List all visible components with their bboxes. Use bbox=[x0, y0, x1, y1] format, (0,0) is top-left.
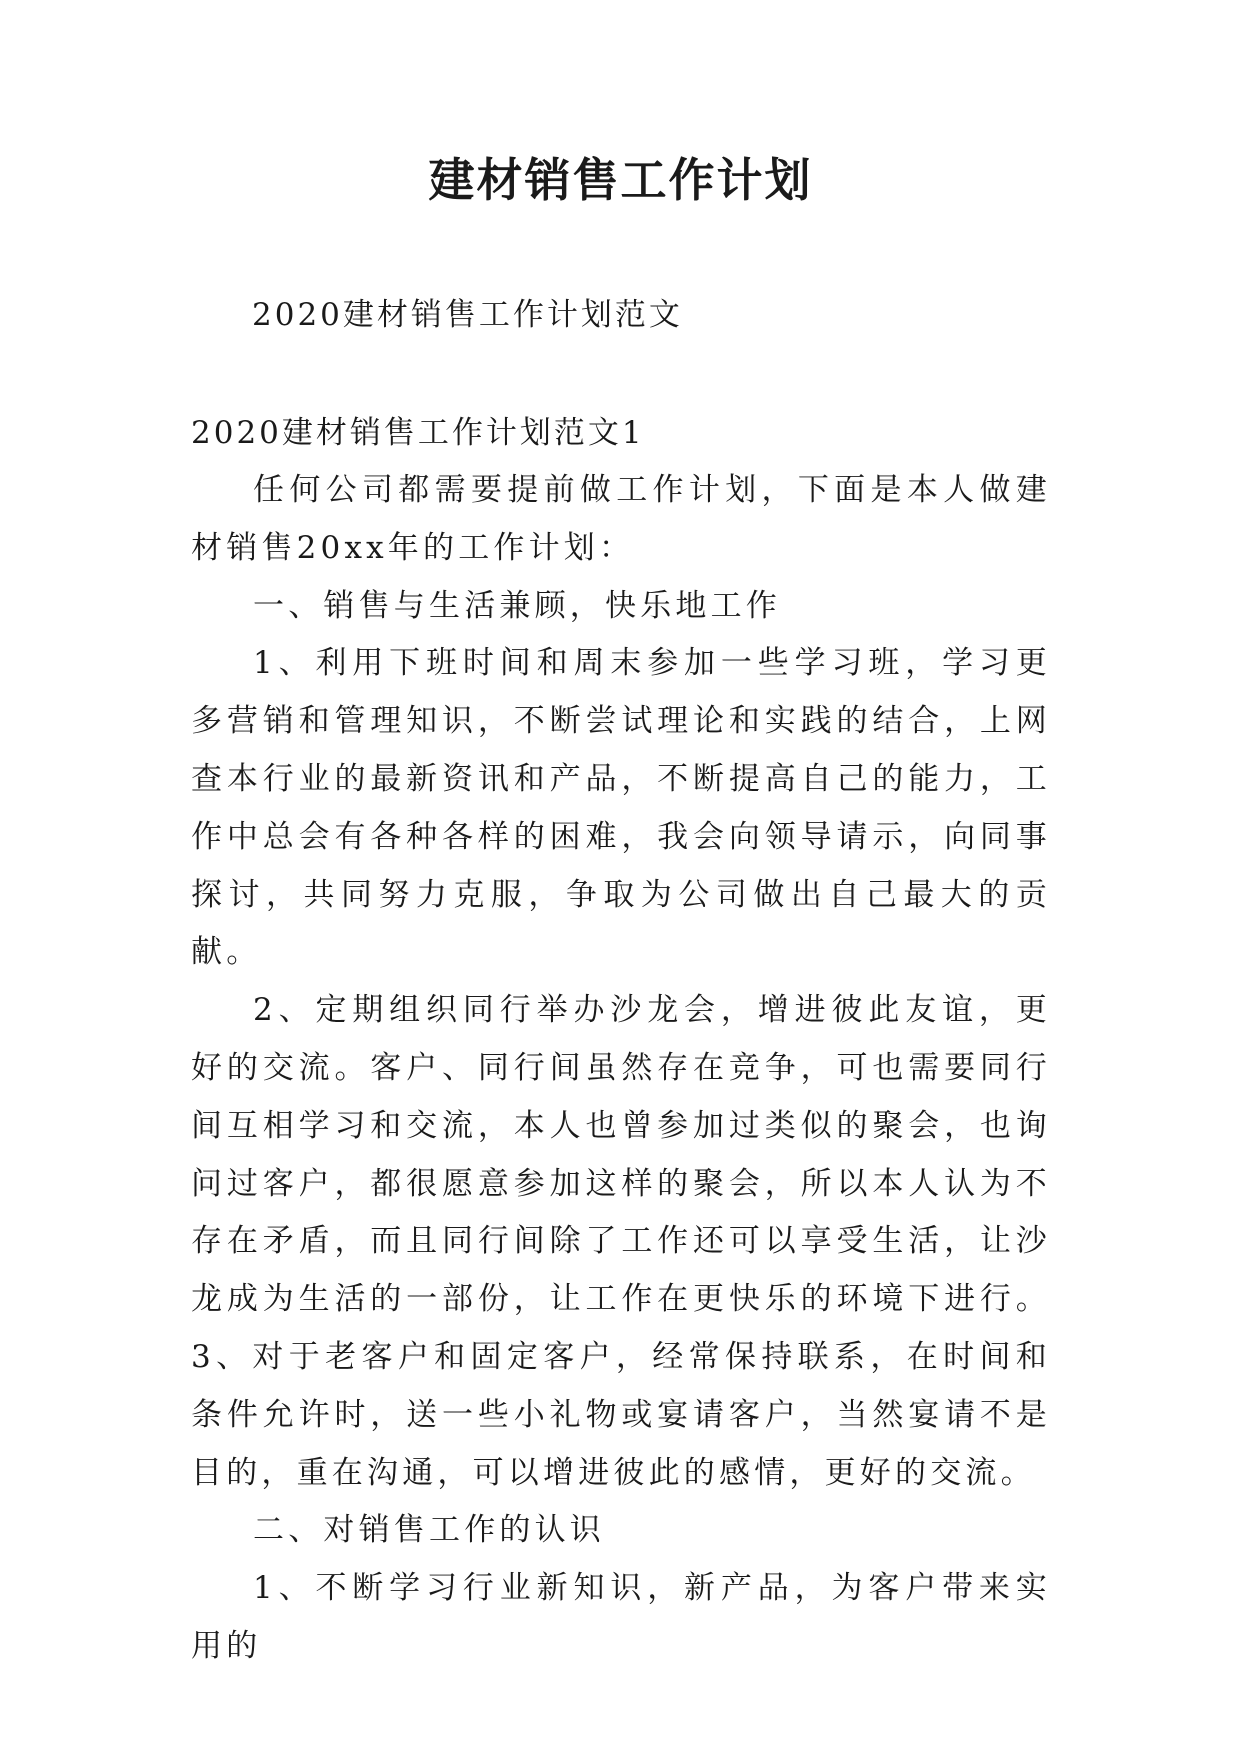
document-subtitle: 2020建材销售工作计划范文 bbox=[252, 297, 683, 333]
paragraph-heading-2: 二、对销售工作的认识 bbox=[253, 1512, 605, 1549]
document-body bbox=[191, 462, 1051, 1676]
paragraph-item-2-1: 1、不断学习行业新知识，新产品，为客户带来实用的 bbox=[191, 1570, 1051, 1664]
paragraph-intro: 任何公司都需要提前做工作计划，下面是本人做建材销售20xx年的工作计划： bbox=[191, 472, 1051, 566]
paragraph-heading-1: 一、销售与生活兼顾，快乐地工作 bbox=[253, 587, 781, 624]
document-title: 建材销售工作计划 bbox=[428, 153, 813, 207]
paragraph-item-2: 2、定期组织同行举办沙龙会，增进彼此友谊，更好的交流。客户、同行间虽然存在竞争，可也需要同行间互相学习和交流，本人也曾参加过类似的聚会，也询问过客户，都很愿意参加这样的聚会，所以本人认为不存在矛盾，而且同行间除了工作还可以享受生活，让沙龙成为生活的一部份，让工作在更快乐的环境下进行。3、对于老客户和固定客户，经常保持联系，在时间和条件允许时，送一些小礼物或宴请客户，当然宴请不是目的，重在沟通，可以增进彼此的感情，更好的交流。 bbox=[191, 992, 1051, 1491]
section-heading: 2020建材销售工作计划范文1 bbox=[191, 415, 645, 451]
paragraph-item-1: 1、利用下班时间和周末参加一些学习班，学习更多营销和管理知识，不断尝试理论和实践的结合，上网查本行业的最新资讯和产品，不断提高自己的能力，工作中总会有各种各样的困难，我会向领导请示，向同事探讨，共同努力克服，争取为公司做出自己最大的贡献。 bbox=[191, 645, 1051, 971]
